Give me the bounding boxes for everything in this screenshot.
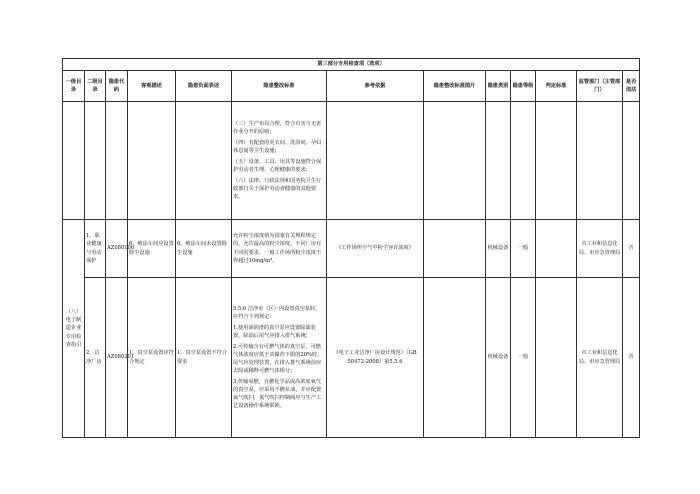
header-objective: 客观描述 [128,71,176,102]
level2-cell: 2、洁净厂房 [85,278,106,438]
objective-cell: 1、真空泵设置应符合规定 [128,278,176,438]
negative-cell: 1、真空泵设置不符合要求 [176,278,232,438]
standard-image-cell [424,220,486,278]
cell-empty [623,102,640,220]
grade-cell: 一般 [511,278,536,438]
standard-cell: 允许粉尘浓度值为国家有关规程规定的，允许最高的粉尘浓度，不同厂房有不同的要求，一般工作场所粉尘浓度不得超过10mg/m³。 [232,220,327,278]
dept-cell: 市工业和信息化局、市应急管理局 [577,278,623,438]
dept-cell: 市工业和信息化局、市应急管理局 [577,220,623,278]
cell-empty [128,102,176,220]
inspection-table [62,58,640,438]
table-row [63,278,640,438]
category-cell: 机械设备 [486,220,511,278]
criteria-cell [536,220,577,278]
header-negative: 隐患负面表述 [176,71,232,102]
header-criteria: 判定标准 [536,71,577,102]
cell-empty [424,102,486,220]
cell-empty [577,102,623,220]
code-cell: AZ080106 [106,220,128,278]
standard-line: 3.传输易燃，自燃化学品或高浓度氧气的真空泵，应采用不燃泵油，并应配置氮气吹扫，氮气吹扫控制阀应与生产工艺设备操作系统联锁。 [233,379,322,410]
standard-cell [232,102,327,220]
cell-empty [486,102,511,220]
header-standard: 隐患整改标准 [232,71,327,102]
level1-cell: （八）电子制造企业专用检查指引 [63,220,85,438]
illegal-cell: 否 [623,220,640,278]
header-level1: 一级目录 [63,71,85,102]
level2-cell: 1、职业健康与劳动保护 [85,220,106,278]
cell-empty [63,102,85,220]
header-code: 隐患代码 [106,71,128,102]
code-cell: AZ080201 [106,278,128,438]
negative-cell: 6、喷涂车间未设置除尘设施 [176,220,232,278]
objective-cell: 6、喷涂车间应设置除尘设施 [128,220,176,278]
cell-empty [327,102,424,220]
standard-image-cell [424,278,486,438]
table-title: 第三部分专用检查项（选项） [63,59,640,71]
standard-line: 5.5.6 洁净室（区）内设置真空泵时，应符合下列规定： [233,305,321,320]
standard-line: （四）有配套的更衣间、洗浴间、孕妇休息间等卫生设施； [233,139,322,154]
cell-empty [85,102,106,220]
standard-line: （六）法律、行政法规和国务院卫生行政部门关于保护劳动者健康的其他要求。 [233,178,322,201]
header-basis: 参考依据 [327,71,424,102]
cell-empty [536,102,577,220]
cell-empty [176,102,232,220]
standard-line: （五）设备、工具、用具等设施符合保护劳动者生理、心理健康的要求； [233,158,322,174]
basis-cell: 《工作场所空气中粉尘容许浓度》 [327,220,424,278]
header-dept: 监管部门（主管部门） [577,71,623,102]
standard-line: 2.可传输含有可燃气体的真空泵，可燃气体浓度应低于其爆炸下限的20%时，尾气应处理装置，在排入排气系统前应去除或稀释可燃气体组分； [233,343,323,375]
header-category: 隐患类别 [486,71,511,102]
standard-cell [232,278,327,438]
table-row [63,102,640,220]
standard-line: 1.使用油润滑的真空泵应设置除油装置，除油后尾气应排入排气系统； [233,324,316,339]
grade-cell: 一般 [511,220,536,278]
category-cell: 机械设备 [486,278,511,438]
illegal-cell: 否 [623,278,640,438]
basis-cell: 《电子工业洁净厂房设计规范》（GB 50472-2008）第5.5.6 [327,278,424,438]
cell-empty [106,102,128,220]
header-grade: 隐患等级 [511,71,536,102]
header-standard-image: 隐患整改标准图片 [424,71,486,102]
standard-line: （三）生产布局合理，符合有害与无害作业分开的原则； [233,120,322,135]
cell-empty [511,102,536,220]
header-illegal: 是否违法 [623,71,640,102]
criteria-cell [536,278,577,438]
table-row [63,220,640,278]
header-level2: 二级目录 [85,71,106,102]
